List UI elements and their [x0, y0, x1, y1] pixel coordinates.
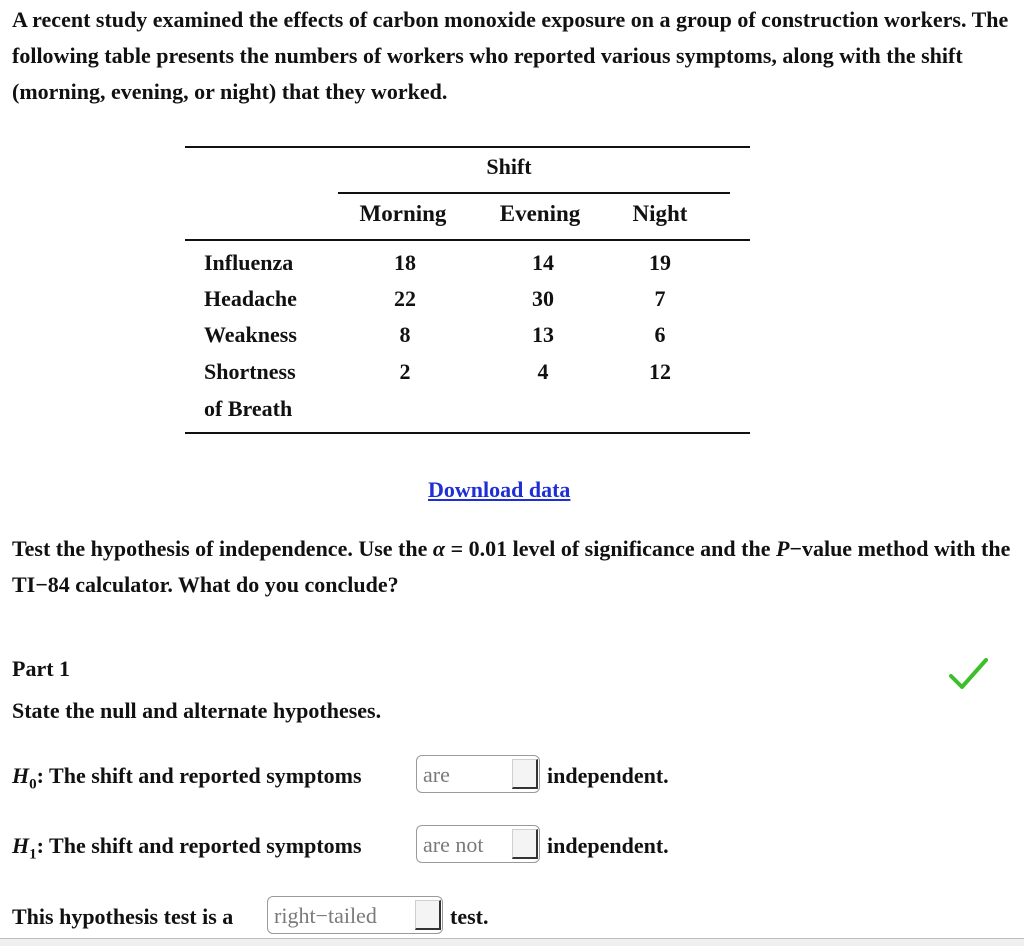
download-data-link[interactable]: Download data	[428, 477, 571, 502]
h0-label	[12, 755, 362, 805]
part-instruction: State the null and alternate hypotheses.	[12, 698, 382, 723]
cell-evening: 30	[532, 286, 554, 311]
question-text	[12, 531, 1012, 603]
cell-morning: 2	[399, 359, 411, 384]
col-header-evening: Evening	[499, 201, 581, 226]
cell-morning: 22	[394, 286, 416, 311]
dropdown-arrow-icon[interactable]	[512, 759, 538, 789]
col-header-morning: Morning	[359, 201, 447, 226]
table-row-influenza	[185, 245, 750, 281]
h1-relation-dropdown[interactable]	[416, 825, 540, 863]
part-title: Part 1	[12, 656, 71, 681]
h1-subscript: 1	[29, 846, 37, 863]
dropdown-arrow-icon[interactable]	[512, 829, 538, 859]
question-part-c: −value method with the TI−84 calculator. What do you conclude?	[12, 536, 1011, 597]
table-row-weakness	[185, 317, 750, 353]
test-type-dropdown[interactable]	[267, 896, 443, 934]
row-label: Weakness	[204, 322, 297, 347]
header-rule	[185, 239, 750, 241]
cell-evening: 4	[537, 359, 549, 384]
h0-statement	[12, 755, 712, 797]
cell-night: 19	[649, 250, 671, 275]
problem-intro: A recent study examined the effects of carbon monoxide exposure on a group of construction workers. The following table presents the numbers of workers who reported various symptoms, along with the shift (morning, evening, or night) that they worked.	[12, 7, 1009, 104]
cell-night: 12	[649, 359, 671, 384]
alpha-symbol: α	[432, 536, 446, 561]
test-type-statement	[12, 896, 532, 938]
cell-night: 7	[654, 286, 666, 311]
table-row-shortness-of-breath	[185, 354, 750, 390]
check-icon	[948, 656, 988, 692]
h1-dropdown-value: are not	[423, 832, 484, 857]
h0-relation-dropdown[interactable]	[416, 755, 540, 793]
h0-symbol: H	[12, 763, 30, 788]
test-type-prefix: This hypothesis test is a	[12, 904, 234, 929]
table-top-rule	[185, 146, 750, 148]
cell-evening: 13	[532, 322, 554, 347]
h1-statement	[12, 825, 712, 867]
h0-subscript: 0	[29, 776, 37, 793]
shift-header: Shift	[486, 154, 532, 179]
row-label: Shortness	[204, 359, 296, 384]
h0-suffix: independent.	[547, 763, 669, 788]
h1-label	[12, 825, 362, 875]
h1-symbol: H	[12, 833, 30, 858]
test-type-suffix: test.	[450, 904, 489, 929]
cell-morning: 8	[399, 322, 411, 347]
col-header-night: Night	[632, 201, 688, 226]
row-label: Influenza	[204, 250, 294, 275]
h1-text: : The shift and reported symptoms	[36, 833, 362, 858]
table-bottom-rule	[185, 432, 750, 434]
h0-dropdown-value: are	[423, 762, 450, 787]
shift-rule	[338, 192, 730, 194]
cell-night: 6	[654, 322, 666, 347]
question-part-a: Test the hypothesis of independence. Use the	[12, 536, 428, 561]
p-symbol: P	[775, 536, 790, 561]
test-type-dropdown-value: right−tailed	[274, 903, 377, 928]
dropdown-arrow-icon[interactable]	[415, 900, 441, 930]
table-row-headache	[185, 281, 750, 317]
h1-suffix: independent.	[547, 833, 669, 858]
row-label: Headache	[204, 286, 297, 311]
row-label-continuation: of Breath	[204, 396, 293, 421]
h0-text: : The shift and reported symptoms	[36, 763, 362, 788]
question-part-b: = 0.01 level of significance and the	[450, 536, 771, 561]
cell-evening: 14	[532, 250, 554, 275]
cell-morning: 18	[394, 250, 416, 275]
